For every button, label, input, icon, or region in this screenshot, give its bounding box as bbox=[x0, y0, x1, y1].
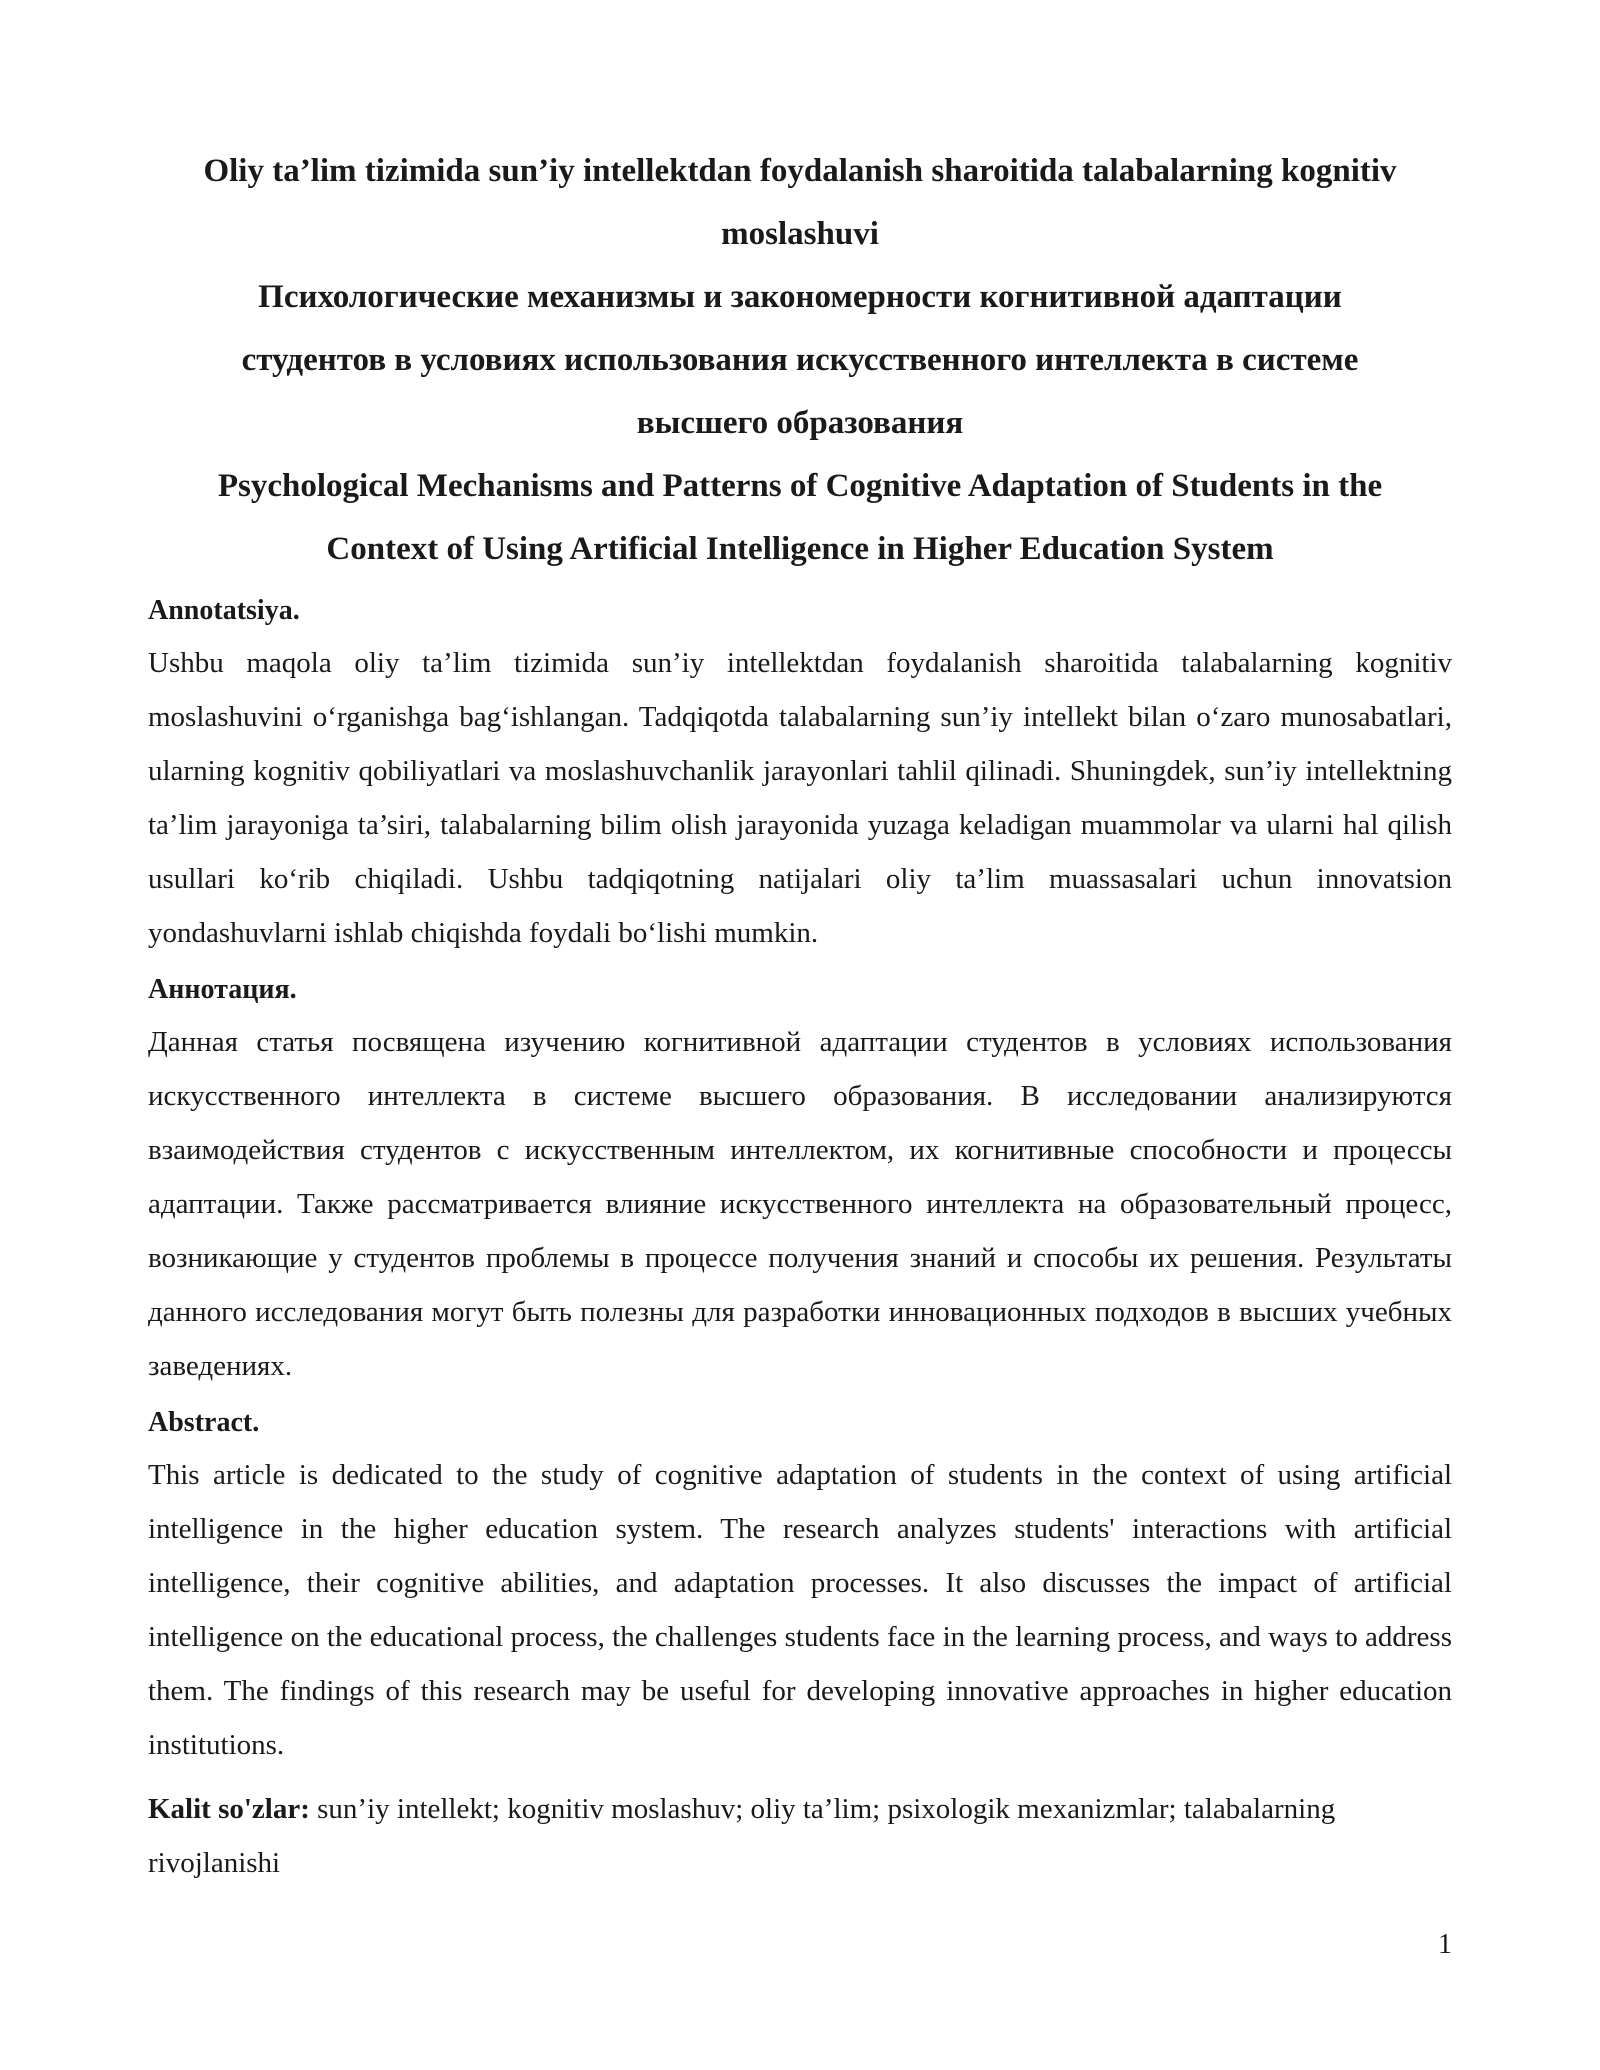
title-english: Psychological Mechanisms and Patterns of Cognitive Adaptation of Students in the Context of Using Artificial Intelligence in Higher Education System bbox=[217, 468, 1383, 567]
annotation-russian-heading: Аннотация. bbox=[148, 974, 297, 1005]
abstract-english-section bbox=[148, 1403, 1452, 1772]
title-block bbox=[148, 140, 1452, 581]
keywords-text: sun’iy intellekt; kognitiv moslashuv; oliy ta’lim; psixologik mexanizmlar; talabalarning rivojlanishi bbox=[148, 1793, 1336, 1879]
page-number: 1 bbox=[1438, 1929, 1452, 1960]
annotation-russian-text: Данная статья посвящена изучению когнитивной адаптации студентов в условиях использования искусственного интеллекта в системе высшего образования. В исследовании анализируются взаимодействия студентов с искусственным интеллектом, их когнитивные способности и процессы адаптации. Также рассматривается влияние искусственного интеллекта на образовательный процесс, возникающие у студентов проблемы в процессе получения знаний и способы их решения. Результаты данного исследования могут быть полезны для разработки инновационных подходов в высших учебных заведениях. bbox=[148, 1026, 1452, 1382]
keywords bbox=[148, 1782, 1452, 1890]
annotation-uzbek-section bbox=[148, 591, 1452, 960]
title-russian: Психологические механизмы и закономерности когнитивной адаптации студентов в условиях использования искусственного интеллекта в системе высшего образования bbox=[241, 279, 1359, 441]
title-uzbek: Oliy ta’lim tizimida sun’iy intellektdan foydalanish sharoitida talabalarning kognitiv moslashuvi bbox=[203, 153, 1397, 252]
annotation-uzbek-heading: Annotatsiya. bbox=[148, 595, 300, 626]
annotation-russian-section bbox=[148, 970, 1452, 1393]
keywords-label: Kalit so'zlar: bbox=[148, 1793, 310, 1825]
document-page bbox=[148, 140, 1452, 1890]
abstract-english-text: This article is dedicated to the study of cognitive adaptation of students in the context of using artificial intelligence in the higher education system. The research analyzes students' interactions with artificial intelligence, their cognitive abilities, and adaptation processes. It also discusses the impact of artificial intelligence on the educational process, the challenges students face in the learning process, and ways to address them. The findings of this research may be useful for developing innovative approaches in higher education institutions. bbox=[148, 1459, 1452, 1761]
annotation-uzbek-text: Ushbu maqola oliy ta’lim tizimida sun’iy intellektdan foydalanish sharoitida talabalarning kognitiv moslashuvini o‘rganishga bag‘ishlangan. Tadqiqotda talabalarning sun’iy intellekt bilan o‘zaro munosabatlari, ularning kognitiv qobiliyatlari va moslashuvchanlik jarayonlari tahlil qilinadi. Shuningdek, sun’iy intellektning ta’lim jarayoniga ta’siri, talabalarning bilim olish jarayonida yuzaga keladigan muammolar va ularni hal qilish usullari ko‘rib chiqiladi. Ushbu tadqiqotning natijalari oliy ta’lim muassasalari uchun innovatsion yondashuvlarni ishlab chiqishda foydali bo‘lishi mumkin. bbox=[148, 647, 1452, 949]
abstract-english-heading: Abstract. bbox=[148, 1407, 260, 1438]
